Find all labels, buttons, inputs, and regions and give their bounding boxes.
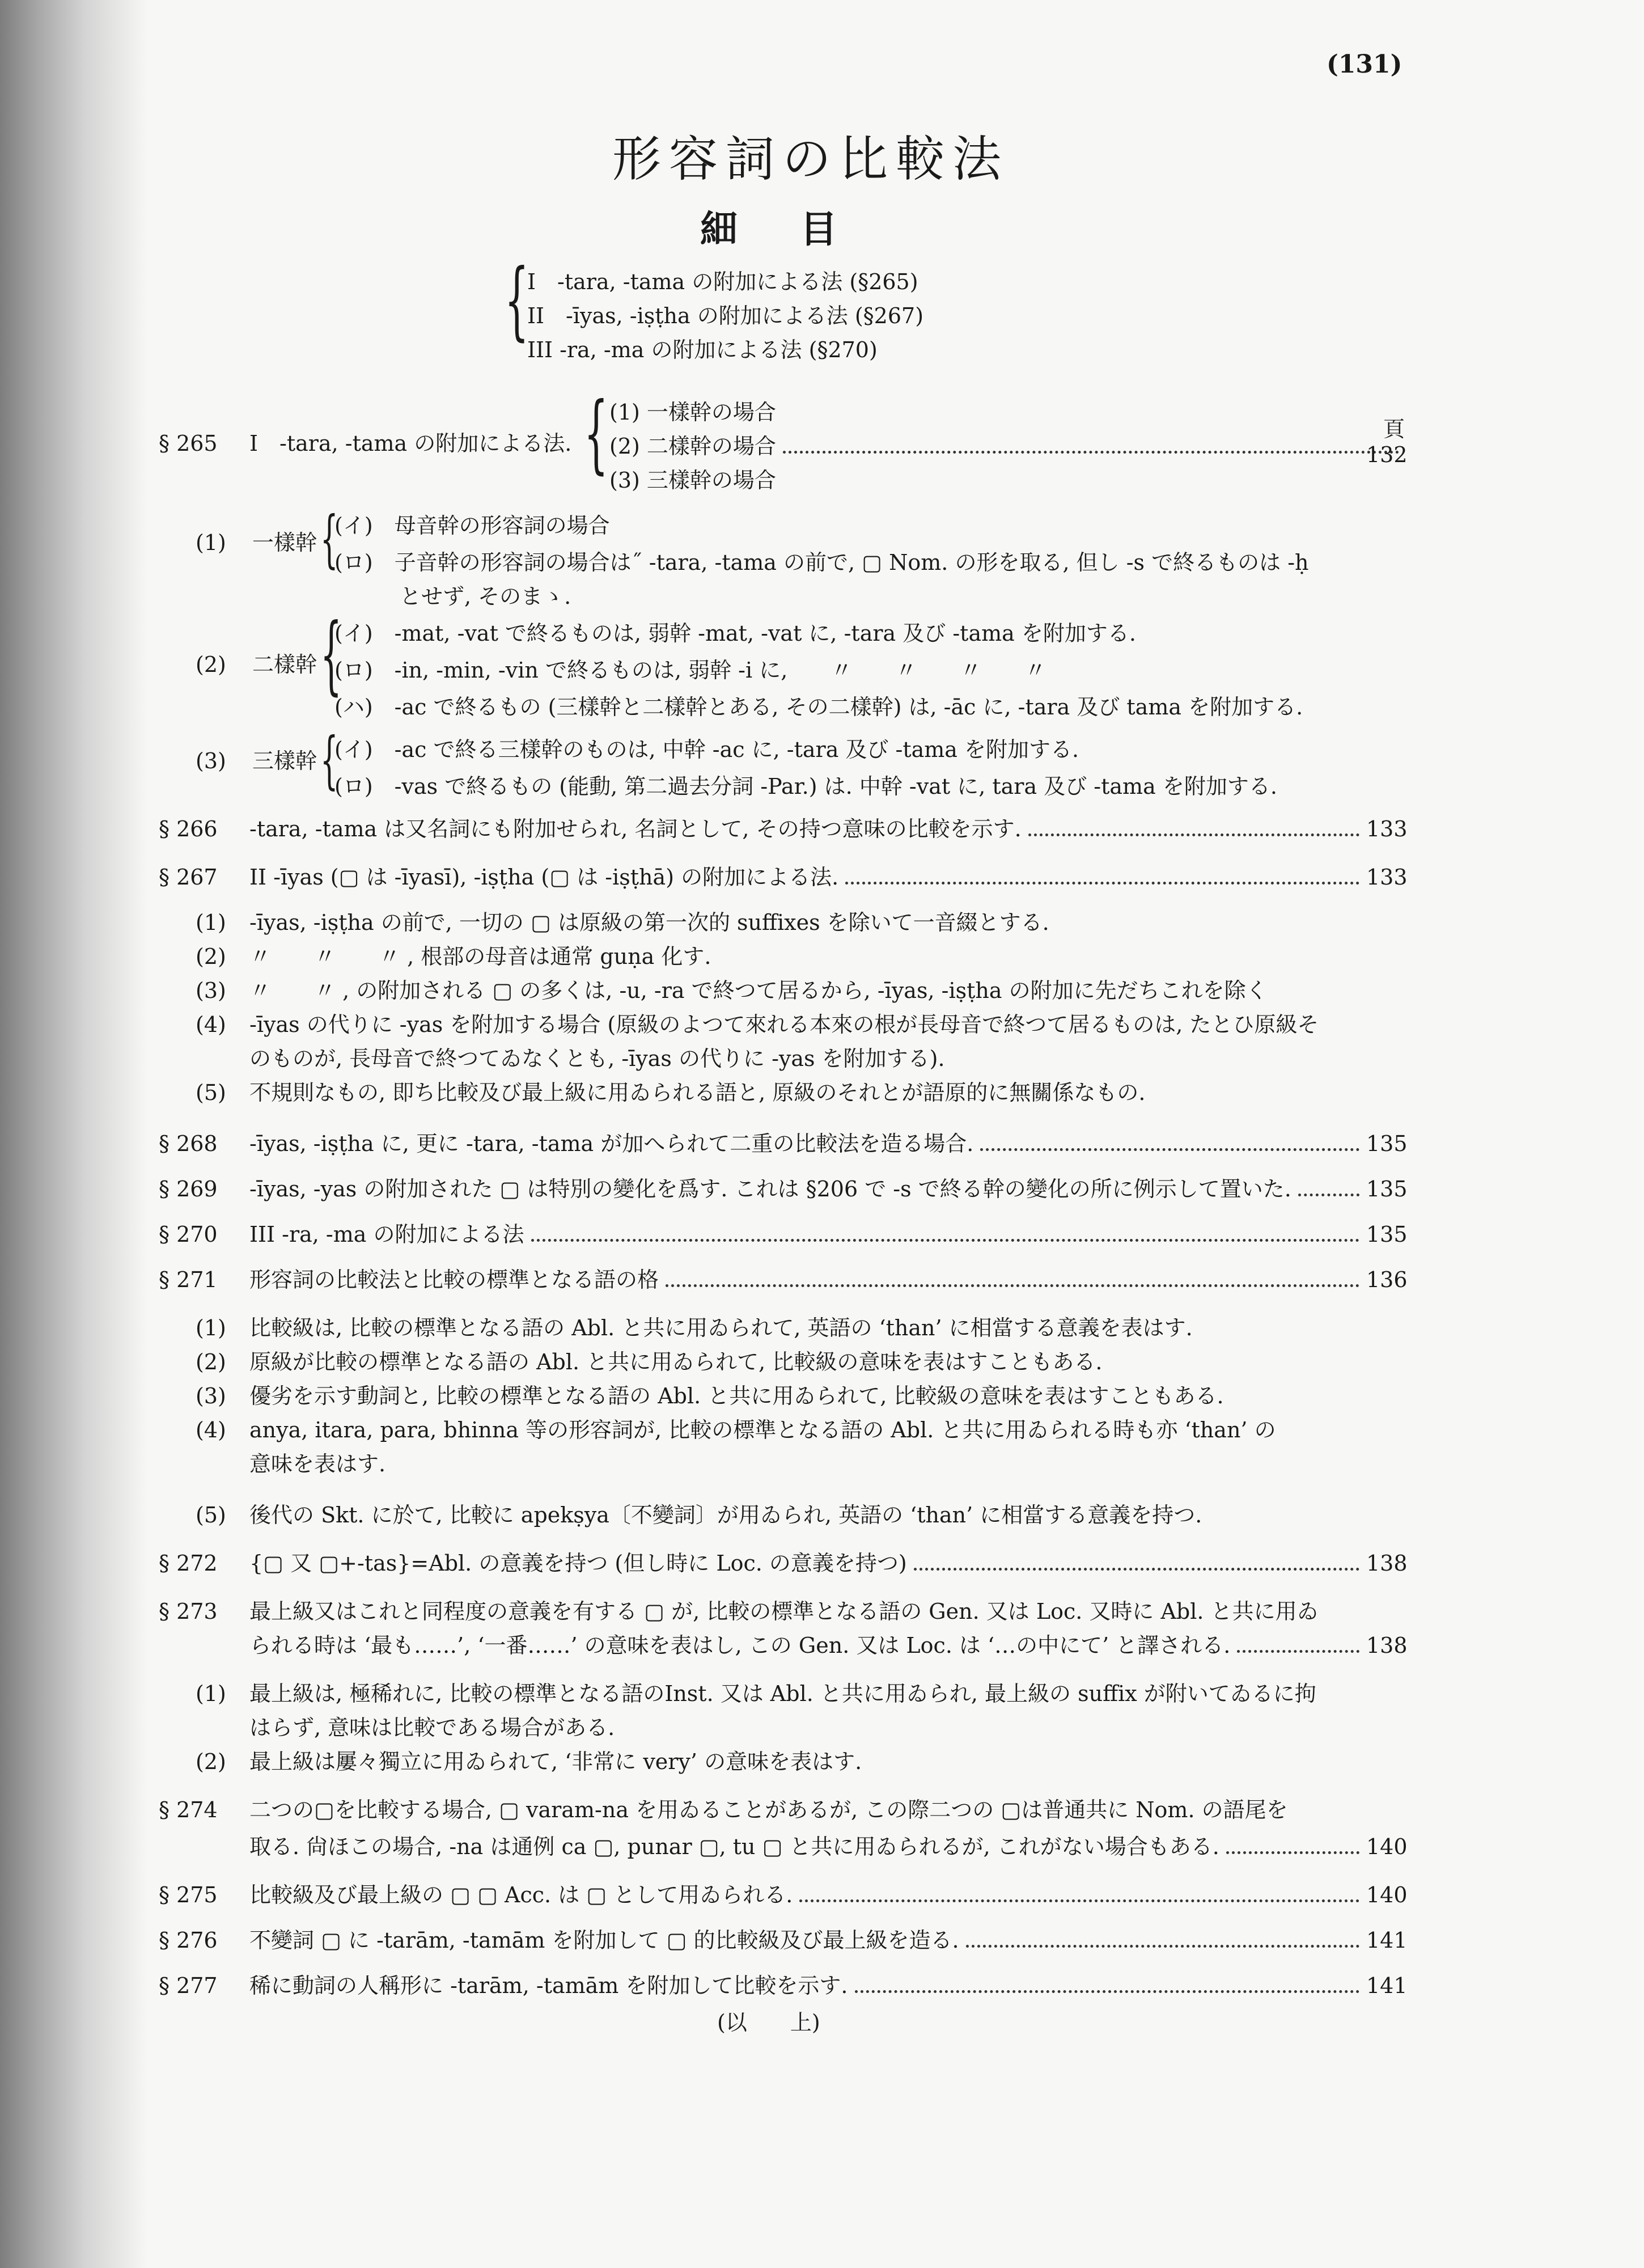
section-text: -īyas, -yas の附加された ▢ は特別の變化を爲す. これは §206 で -s で終る幹の變化の所に例示して置いた. <box>249 1177 1291 1201</box>
sub-item: (ロ) 子音幹の形容詞の場合は˝ -tara, -tama の前で, ▢ Nom. の形を取る, 但し -s で終るものは -ḥ <box>334 550 1309 575</box>
leader-dots <box>914 1568 1359 1571</box>
section-text: 二つの▢を比較する場合, ▢ varam-na を用ゐることがあるが, この際二つの ▢は普通共に Nom. の語尾を <box>249 1797 1288 1822</box>
section-row <box>249 1928 1406 1954</box>
page-ref: 140 <box>1366 1882 1408 1907</box>
section-text: -īyas, -iṣṭha に, 更に -tara, -tama が加へられて二重の比較法を造る場合. <box>249 1131 974 1156</box>
section-text: -tara, -tama は又名詞にも附加せられ, 名詞として, その持つ意味の比較を示す. <box>249 816 1022 841</box>
section-text-cont: られる時は ‘最も……’, ‘一番……’ の意味を表はし, この Gen. 又は Loc. は ‘…の中にて’ と譯される. <box>249 1633 1231 1658</box>
outline-item: II -īyas, -iṣṭha の附加による法 (§267) <box>527 303 924 328</box>
section-number: § 268 <box>159 1131 218 1156</box>
section-text: II -īyas (▢ は -īyasī), -iṣṭha (▢ は -iṣṭhā) の附加による法. <box>249 865 839 890</box>
section-number: § 270 <box>159 1222 218 1247</box>
stem-label: 一樣幹 <box>252 530 317 555</box>
item-text: 優劣を示す動詞と, 比較の標準となる語の Abl. と共に用ゐられて, 比較級の意味を表はすこともある. <box>249 1383 1224 1408</box>
item-number: (1) <box>196 530 226 555</box>
leader-dots <box>783 451 1399 454</box>
sub-item: (イ) -mat, -vat で終るものは, 弱幹 -mat, -vat に, -tara 及び -tama を附加する. <box>334 621 1136 646</box>
page-ref: 132 <box>1366 442 1408 467</box>
sub-item: (ハ) -ac で終るもの (三樣幹と二樣幹とある, その二樣幹) は, -āc に, -tara 及び tama を附加する. <box>334 695 1303 720</box>
s265-brace: { <box>584 384 608 483</box>
item-number: (3) <box>196 978 226 1003</box>
stem-brace: { <box>320 502 338 575</box>
item-number: (2) <box>196 1749 226 1774</box>
section-row <box>249 1267 1406 1293</box>
item-text: 後代の Skt. に於て, 比較に apekṣya〔不變詞〕が用ゐられ, 英語の ‘than’ に相當する意義を持つ. <box>249 1503 1202 1527</box>
page-ref: 135 <box>1366 1131 1408 1156</box>
section-text-cont: 取る. 尙ほこの場合, -na は通例 ca ▢, punar ▢, tu ▢ と共に用ゐられるが, これがない場合もある. <box>249 1834 1219 1859</box>
page-ref: 133 <box>1366 816 1408 841</box>
stem-brace: { <box>320 606 342 704</box>
leader-dots <box>1226 1851 1359 1854</box>
item-number: (4) <box>196 1417 226 1442</box>
item-number: (4) <box>196 1012 226 1037</box>
section-number: § 274 <box>159 1797 218 1822</box>
sub-item: (ロ) -vas で終るもの (能動, 第二過去分詞 -Par.) は. 中幹 -vat に, tara 及び -tama を附加する. <box>334 774 1277 799</box>
item-text: 〃 〃 〃 , 根部の母音は通常 guṇa 化す. <box>249 944 711 969</box>
item-text: 比較級は, 比較の標準となる語の Abl. と共に用ゐられて, 英語の ‘than’ に相當する意義を表はす. <box>249 1315 1193 1340</box>
item-text-cont: はらず, 意味は比較である場合がある. <box>249 1715 615 1740</box>
page-ref: 135 <box>1366 1177 1408 1201</box>
section-number: § 265 <box>159 431 218 456</box>
item-number: (2) <box>196 652 226 677</box>
case-row <box>609 434 1406 460</box>
section-number: § 272 <box>159 1551 218 1576</box>
outline-item: I -tara, -tama の附加による法 (§265) <box>527 269 918 294</box>
section-number: § 277 <box>159 1973 218 1998</box>
leader-dots <box>980 1148 1359 1151</box>
item-text: 最上級は, 極稀れに, 比較の標準となる語のInst. 又は Abl. と共に用ゐられ, 最上級の suffix が附いてゐるに拘 <box>249 1681 1316 1706</box>
section-row <box>249 1551 1406 1577</box>
page-ref: 133 <box>1366 865 1408 890</box>
page-column-header: 頁 <box>1383 417 1405 442</box>
page-ref: 141 <box>1366 1973 1408 1998</box>
section-number: § 276 <box>159 1928 218 1953</box>
section-row <box>249 816 1406 843</box>
page-subtitle: 細目 <box>700 207 900 251</box>
item-number: (5) <box>196 1503 226 1527</box>
outline-brace: { <box>505 251 529 350</box>
item-number: (2) <box>196 1349 226 1374</box>
item-number: (1) <box>196 1681 226 1706</box>
case-item: (1) 一樣幹の場合 <box>609 400 776 425</box>
section-row <box>249 1973 1406 1999</box>
page-number: (131) <box>1327 50 1403 79</box>
item-number: (1) <box>196 910 226 935</box>
sub-item: (ロ) -in, -min, -vin で終るものは, 弱幹 -i に, 〃 〃 〃 〃 <box>334 658 1046 683</box>
case-item: (3) 三樣幹の場合 <box>609 468 776 493</box>
page-title: 形容詞の比較法 <box>612 131 1009 188</box>
section-row <box>249 1131 1406 1157</box>
page-ref: 140 <box>1366 1834 1408 1859</box>
case-item: (2) 二樣幹の場合 <box>609 434 776 459</box>
sub-item: (イ) 母音幹の形容詞の場合 <box>334 513 610 538</box>
section-row <box>249 1882 1406 1909</box>
section-number: § 269 <box>159 1177 218 1201</box>
section-text: 最上級又はこれと同程度の意義を有する ▢ が, 比較の標準となる語の Gen. 又は Loc. 又時に Abl. と共に用ゐ <box>249 1599 1319 1624</box>
leader-dots <box>799 1899 1359 1902</box>
binding-shadow <box>0 0 147 2268</box>
item-text: 〃 〃 , の附加される ▢ の多くは, -u, -ra で終つて居るから, -īyas, -iṣṭha の附加に先だちこれを除く <box>249 978 1268 1003</box>
page-ref: 138 <box>1366 1633 1408 1658</box>
section-number: § 266 <box>159 816 218 841</box>
leader-dots <box>845 882 1359 885</box>
item-text: anya, itara, para, bhinna 等の形容詞が, 比較の標準となる語の Abl. と共に用ゐられる時も亦 ‘than’ の <box>249 1417 1276 1442</box>
item-text: 最上級は屢々獨立に用ゐられて, ‘非常に very’ の意味を表はす. <box>249 1749 862 1774</box>
section-number: § 267 <box>159 865 218 890</box>
sub-item: (イ) -ac で終る三樣幹のものは, 中幹 -ac に, -tara 及び -tama を附加する. <box>334 737 1079 762</box>
item-number: (5) <box>196 1080 226 1105</box>
outline-item: III -ra, -ma の附加による法 (§270) <box>527 337 878 362</box>
section-row <box>249 1834 1406 1860</box>
item-text-cont: 意味を表はす. <box>249 1452 386 1476</box>
section-row <box>249 1177 1406 1203</box>
item-number: (3) <box>196 748 226 773</box>
page-ref: 138 <box>1366 1551 1408 1576</box>
section-title: I -tara, -tama の附加による法. <box>249 431 572 456</box>
stem-brace: { <box>320 723 338 796</box>
stem-label: 三樣幹 <box>252 748 317 773</box>
item-text-cont: のものが, 長母音で終つてゐなくとも, -īyas の代りに -yas を附加する). <box>249 1046 945 1071</box>
page-ref: 141 <box>1366 1928 1408 1953</box>
sub-item-cont: とせず, そのまゝ. <box>400 584 571 609</box>
leader-dots <box>1237 1650 1359 1653</box>
section-number: § 275 <box>159 1882 218 1907</box>
leader-dots <box>531 1239 1359 1242</box>
section-text: 不變詞 ▢ に -tarām, -tamām を附加して ▢ 的比較級及び最上級を造る. <box>249 1928 959 1953</box>
item-number: (3) <box>196 1383 226 1408</box>
section-number: § 271 <box>159 1267 218 1292</box>
leader-dots <box>1298 1194 1359 1196</box>
end-marker: (以 上) <box>717 2010 820 2035</box>
section-text: {▢ 又 ▢+-tas}=Abl. の意義を持つ (但し時に Loc. の意義を持つ) <box>249 1551 907 1576</box>
section-row <box>249 1222 1406 1248</box>
section-text: 形容詞の比較法と比較の標準となる語の格 <box>249 1267 659 1292</box>
item-text: 原級が比較の標準となる語の Abl. と共に用ゐられて, 比較級の意味を表はすこともある. <box>249 1349 1103 1374</box>
item-text: -īyas の代りに -yas を附加する場合 (原級のよつて來れる本來の根が長母音で終つて居るものは, たとひ原級そ <box>249 1012 1319 1037</box>
section-number: § 273 <box>159 1599 218 1624</box>
page-ref: 135 <box>1366 1222 1408 1247</box>
leader-dots <box>1028 833 1359 836</box>
section-text: III -ra, -ma の附加による法 <box>249 1222 524 1247</box>
section-row <box>249 1633 1406 1659</box>
section-text: 比較級及び最上級の ▢ ▢ Acc. は ▢ として用ゐられる. <box>249 1882 793 1907</box>
section-row <box>249 865 1406 891</box>
section-text: 稀に動詞の人稱形に -tarām, -tamām を附加して比較を示す. <box>249 1973 848 1998</box>
item-text: 不規則なもの, 即ち比較及び最上級に用ゐられる語と, 原級のそれとが語原的に無關係なもの. <box>249 1080 1146 1105</box>
item-number: (1) <box>196 1315 226 1340</box>
item-text: -īyas, -iṣṭha の前で, 一切の ▢ は原級の第一次的 suffixes を除いて一音綴とする. <box>249 910 1049 935</box>
leader-dots <box>966 1945 1359 1948</box>
leader-dots <box>855 1990 1359 1993</box>
item-number: (2) <box>196 944 226 969</box>
stem-label: 二樣幹 <box>252 652 317 677</box>
leader-dots <box>666 1284 1359 1287</box>
page-ref: 136 <box>1366 1267 1408 1292</box>
